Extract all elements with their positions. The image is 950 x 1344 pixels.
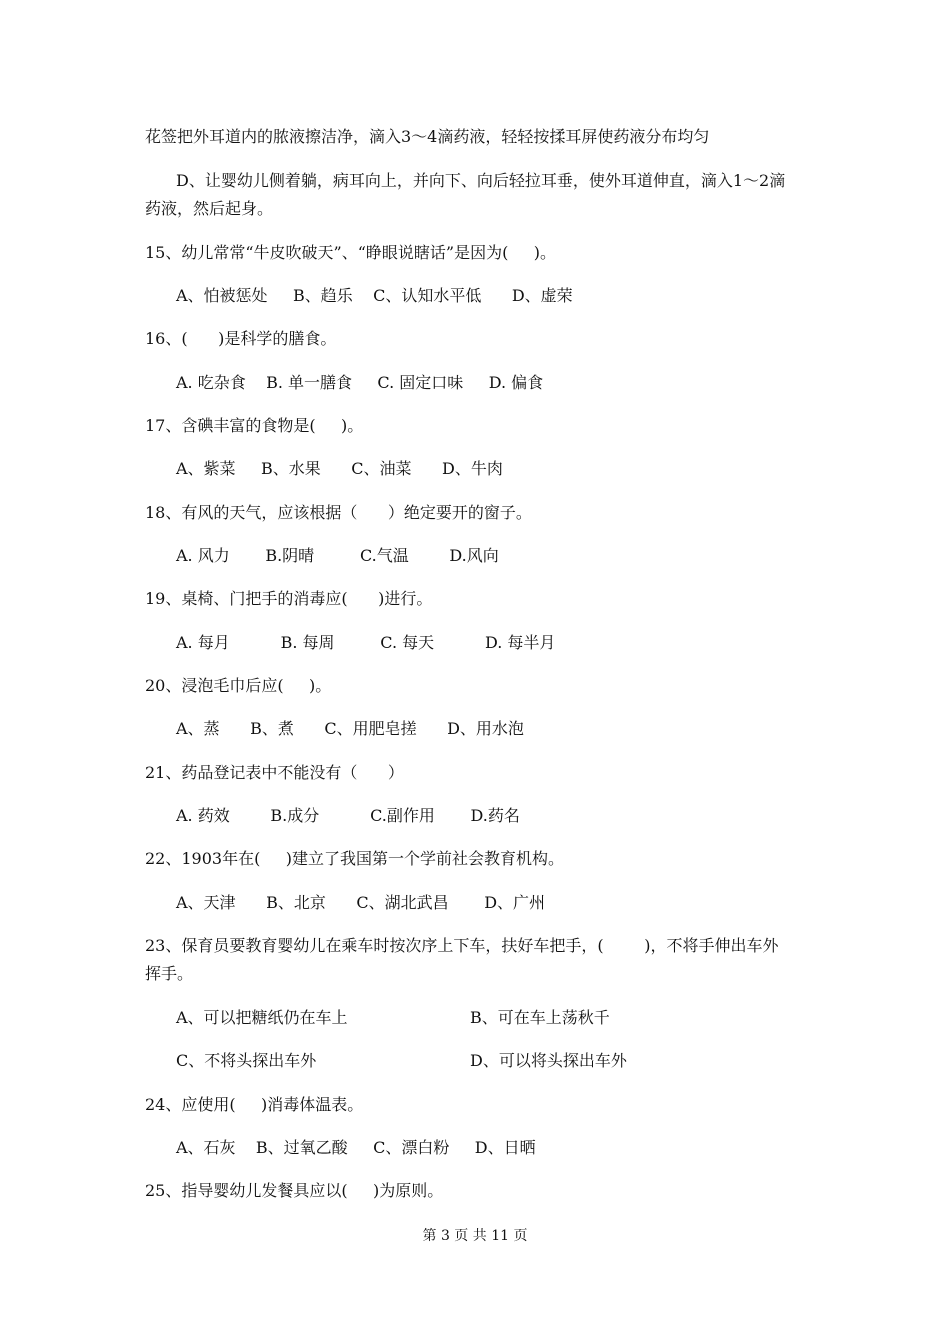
options-24: A、石灰 B、过氧乙酸 C、漂白粉 D、日晒 xyxy=(176,1138,536,1157)
question-18: 18、有风的天气，应该根据（ ）绝定要开的窗子。 xyxy=(145,503,532,522)
question-16: 16、( )是科学的膳食。 xyxy=(145,329,337,348)
option-23-c: C、不将头探出车外 xyxy=(176,1051,317,1070)
question-19: 19、桌椅、门把手的消毒应( )进行。 xyxy=(145,589,433,608)
options-19: A. 每月 B. 每周 C. 每天 D. 每半月 xyxy=(176,633,556,652)
question-17: 17、含碘丰富的食物是( )。 xyxy=(145,416,364,435)
page-footer: 第 3 页 共 11 页 xyxy=(422,1228,528,1244)
option-23-a: A、可以把糖纸仍在车上 xyxy=(176,1008,348,1027)
options-18: A. 风力 B.阴晴 C.气温 D.风向 xyxy=(176,546,499,565)
options-20: A、蒸 B、煮 C、用肥皂搓 D、用水泡 xyxy=(176,719,524,738)
text-line: 药液，然后起身。 xyxy=(145,199,274,218)
question-15: 15、幼儿常常“牛皮吹破天”、“睁眼说瞎话”是因为( )。 xyxy=(145,243,556,262)
options-22: A、天津 B、北京 C、湖北武昌 D、广州 xyxy=(176,893,546,912)
text-line: 花签把外耳道内的脓液擦洁净，滴入3～4滴药液，轻轻按揉耳屏使药液分布均匀 xyxy=(145,127,710,146)
option-23-b: B、可在车上荡秋千 xyxy=(470,1008,610,1027)
options-15: A、怕被惩处 B、趋乐 C、认知水平低 D、虚荣 xyxy=(176,286,573,305)
question-25: 25、指导婴幼儿发餐具应以( )为原则。 xyxy=(145,1181,444,1200)
question-24: 24、应使用( )消毒体温表。 xyxy=(145,1095,364,1114)
question-21: 21、药品登记表中不能没有（ ） xyxy=(145,763,404,782)
option-23-d: D、可以将头探出车外 xyxy=(470,1051,627,1070)
options-17: A、紫菜 B、水果 C、油菜 D、牛肉 xyxy=(176,459,503,478)
question-23: 23、保育员要教育婴幼儿在乘车时按次序上下车，扶好车把手，( )，不将手伸出车外 xyxy=(145,936,779,955)
options-16: A. 吃杂食 B. 单一膳食 C. 固定口味 D. 偏食 xyxy=(176,373,544,392)
options-21: A. 药效 B.成分 C.副作用 D.药名 xyxy=(176,806,520,825)
question-20: 20、浸泡毛巾后应( )。 xyxy=(145,676,332,695)
question-23-cont: 挥手。 xyxy=(145,964,194,983)
question-22: 22、1903年在( )建立了我国第一个学前社会教育机构。 xyxy=(145,849,564,868)
option-d-line: D、让婴幼儿侧着躺，病耳向上，并向下、向后轻拉耳垂，使外耳道伸直，滴入1～2滴 xyxy=(176,171,786,190)
